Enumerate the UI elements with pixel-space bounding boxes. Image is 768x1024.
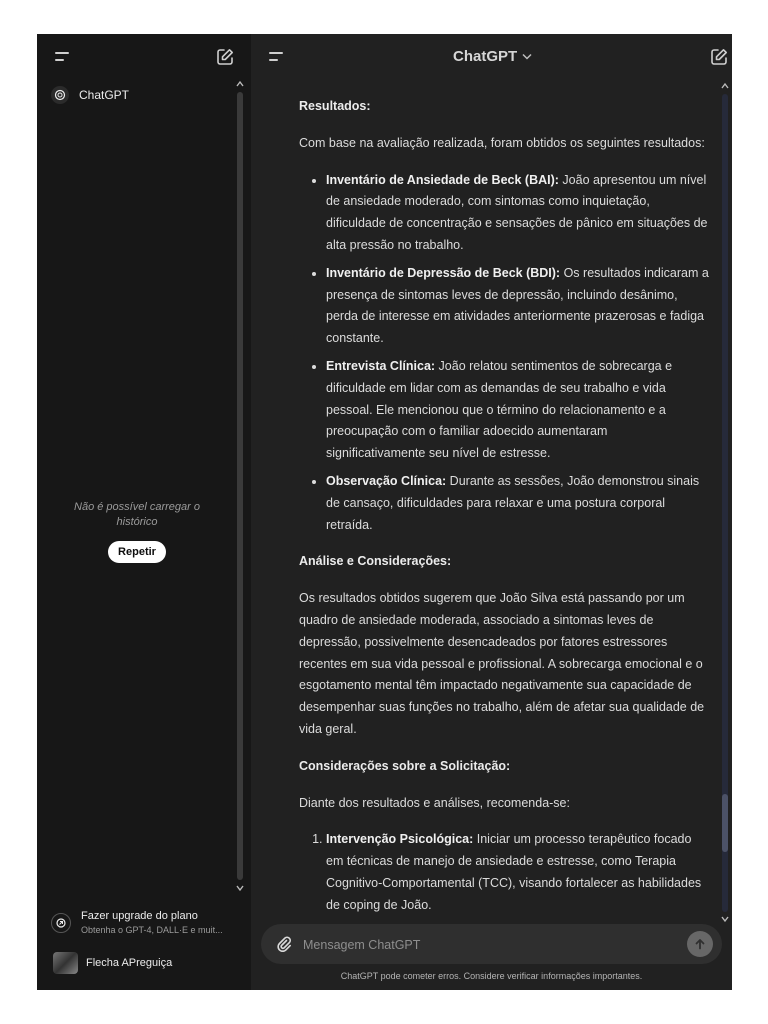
disclaimer-text: ChatGPT pode cometer erros. Considere verificar informações importantes. xyxy=(340,971,643,981)
sidebar-item-chatgpt[interactable] xyxy=(51,86,129,104)
history-error-text: Não é possível carregar o histórico xyxy=(74,501,200,528)
paragraph-analise: Os resultados obtidos sugerem que João Silva está passando por um quadro de ansiedade moderada, associado a sintomas leves de depressão, possivelmente desencadeados por fatores estressores recentes em sua vida pessoal e profissional. A sobrecarga emocional e o esgotamento mental têm impactado negativamente sua capacidade de desempenhar suas funções no trabalho, além de afetar sua qualidade de vida geral. xyxy=(299,591,705,736)
user-name: Flecha APreguiça xyxy=(86,957,173,969)
sidebar-item-label: ChatGPT xyxy=(79,88,130,102)
heading-consideracoes: Considerações sobre a Solicitação: xyxy=(299,758,511,773)
upgrade-title: Fazer upgrade do plano xyxy=(81,910,198,922)
chatgpt-app xyxy=(37,34,732,990)
list-item xyxy=(326,471,709,536)
list-item xyxy=(326,170,709,257)
chevron-down-icon xyxy=(522,53,532,60)
chat-main xyxy=(251,34,732,990)
message-input[interactable] xyxy=(301,934,675,956)
list-item-text: João relatou sentimentos de sobrecarga e dificuldade em lidar com as demandas de seu trabalho e vida pessoal. Ele mencionou que o término do relacionamento e a preocupação com o familiar adoecido aumentaram significativamente seu nível de estresse. xyxy=(326,358,673,461)
new-chat-icon[interactable] xyxy=(707,45,731,69)
list-item xyxy=(326,356,709,465)
list-item-text: Iniciar um processo terapêutico focado em técnicas de manejo de ansiedade e estresse, como Terapia Cognitivo-Comportamental (TCC), visando fortalecer as habilidades de coping de João. xyxy=(326,832,702,912)
list-item-label: Inventário de Depressão de Beck (BDI): xyxy=(326,265,561,280)
list-item-label: Observação Clínica: xyxy=(326,473,447,488)
open-sidebar-icon[interactable] xyxy=(265,45,289,69)
scroll-down-icon[interactable] xyxy=(236,884,244,892)
paragraph-intro: Com base na avaliação realizada, foram obtidos os seguintes resultados: xyxy=(299,135,705,150)
model-name: ChatGPT xyxy=(453,48,518,65)
arrow-up-icon xyxy=(694,938,706,950)
upgrade-plan-button[interactable] xyxy=(51,910,231,935)
chat-scroll-track[interactable] xyxy=(722,94,728,912)
message-composer xyxy=(261,924,722,964)
send-button[interactable] xyxy=(687,931,713,957)
scroll-down-icon[interactable] xyxy=(721,915,729,923)
list-item-text: João apresentou um nível de ansiedade moderado, com sintomas como inquietação, dificuldade de concentração e sensações de pânico em situações de alta pressão no trabalho. xyxy=(326,172,708,252)
chat-header xyxy=(251,34,732,80)
model-selector[interactable] xyxy=(453,48,532,65)
list-item-text: Durante as sessões, João demonstrou sinais de cansaço, dificuldades para relaxar e uma postura corporal retraída. xyxy=(326,473,700,532)
list-item-label: Inventário de Ansiedade de Beck (BAI): xyxy=(326,172,559,187)
list-item-label: Entrevista Clínica: xyxy=(326,358,436,373)
sidebar xyxy=(37,34,251,990)
upgrade-subtitle: Obtenha o GPT-4, DALL·E e muit... xyxy=(81,925,223,935)
user-menu[interactable] xyxy=(53,952,172,974)
list-item xyxy=(326,829,709,916)
assistant-message xyxy=(299,96,709,932)
avatar xyxy=(53,952,78,974)
new-chat-icon[interactable] xyxy=(213,45,237,69)
attach-icon[interactable] xyxy=(274,934,294,954)
list-item xyxy=(326,263,709,350)
chat-scroll-thumb[interactable] xyxy=(722,794,728,852)
list-item-text: Os resultados indicaram a presença de sintomas leves de depressão, incluindo desânimo, perda de interesse em atividades anteriormente prazerosas e fadiga constante. xyxy=(326,265,709,346)
sidebar-header xyxy=(37,34,251,80)
heading-resultados: Resultados: xyxy=(299,99,371,113)
chat-scrollbar[interactable] xyxy=(720,80,730,925)
heading-analise: Análise e Considerações: xyxy=(299,554,452,569)
sidebar-scroll-track[interactable] xyxy=(237,92,243,880)
upgrade-icon xyxy=(51,913,71,933)
scroll-up-icon[interactable] xyxy=(721,82,729,90)
list-item-label: Intervenção Psicológica: xyxy=(326,832,474,847)
close-sidebar-icon[interactable] xyxy=(51,45,75,69)
paragraph-recomenda: Diante dos resultados e análises, recomenda-se: xyxy=(299,795,570,810)
results-list xyxy=(299,170,709,537)
openai-logo-icon xyxy=(51,86,69,104)
retry-button[interactable]: Repetir xyxy=(108,541,166,563)
scroll-up-icon[interactable] xyxy=(236,80,244,88)
recommendations-list xyxy=(299,829,709,916)
sidebar-scrollbar[interactable] xyxy=(235,80,245,892)
